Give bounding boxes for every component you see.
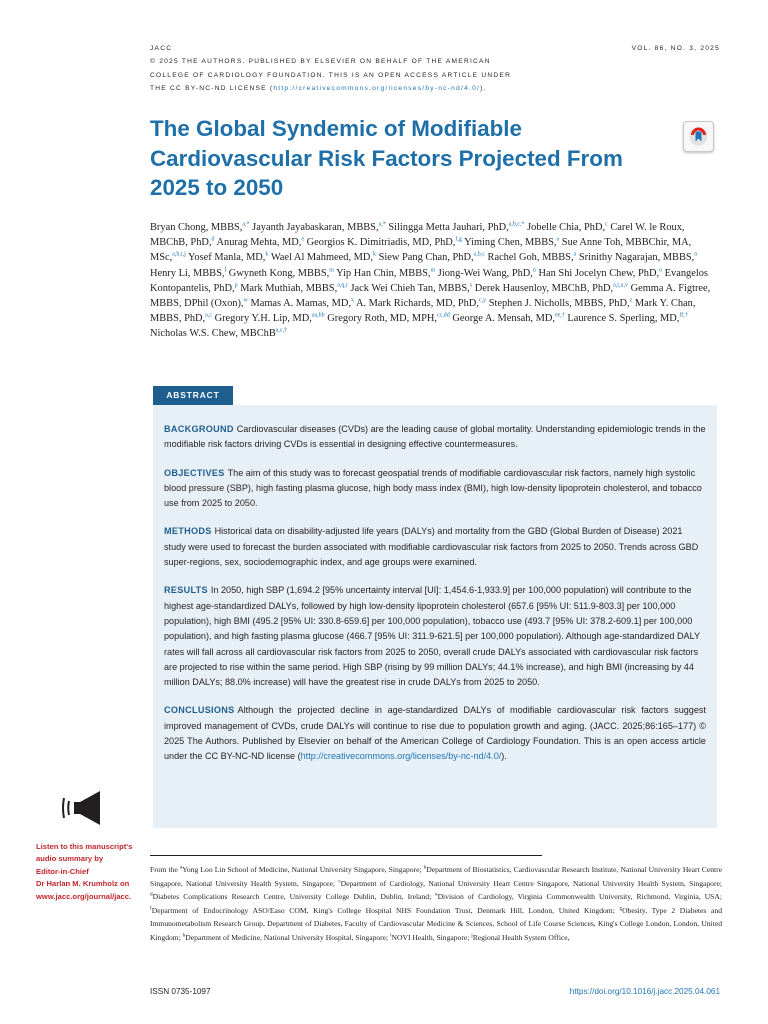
author-name: Anurag Mehta, MD, xyxy=(216,237,302,249)
journal-header xyxy=(150,42,720,96)
author-affiliation-marker: a,b,c,* xyxy=(508,221,525,228)
section-label: METHODS xyxy=(164,526,212,537)
author-affiliation-marker: w xyxy=(243,297,248,304)
author-affiliation-marker: a,c,† xyxy=(275,327,288,334)
author-name: Gwyneth Kong, MBBS, xyxy=(228,267,330,279)
author-name: Rachel Goh, MBBS, xyxy=(487,252,574,264)
author-name: Jiong-Wei Wang, PhD, xyxy=(437,267,533,279)
copyright-line-2: COLLEGE OF CARDIOLOGY FOUNDATION. THIS IS AN OPEN ACCESS ARTICLE UNDER xyxy=(150,71,512,79)
section-label: RESULTS xyxy=(164,585,208,596)
audio-summary-button[interactable] xyxy=(60,788,110,828)
author-name: Sue Anne Toh, MBBChir, MA, MSc, xyxy=(150,237,692,264)
speaker-audio-icon xyxy=(60,788,110,828)
license-prefix: THE CC BY-NC-ND LICENSE ( xyxy=(150,85,274,93)
journal-url[interactable]: www.jacc.org/journal/jacc. xyxy=(36,891,132,901)
crossmark-badge[interactable] xyxy=(683,121,714,152)
author-affiliation-marker: a,t,u,v xyxy=(613,282,628,289)
affiliation-text: Department of Medicine, National University Hospital, Singapore; xyxy=(185,932,391,942)
doi-link[interactable]: https://doi.org/10.1016/j.jacc.2025.04.061 xyxy=(569,987,720,996)
license-suffix: ). xyxy=(480,85,487,93)
abstract-conclusions xyxy=(164,703,706,764)
author-affiliation-marker: m xyxy=(329,267,334,274)
volume-info: VOL. 86, NO. 3, 2025 xyxy=(631,45,720,52)
author-affiliation-marker: f,g xyxy=(455,236,462,243)
affiliation-marker: a xyxy=(179,864,183,871)
affiliation-text: Regional Health System Office, xyxy=(472,932,570,942)
author-affiliation-marker: l xyxy=(224,267,227,274)
author-affiliation-marker: x xyxy=(350,297,354,304)
author-name: George A. Mensah, MD, xyxy=(452,313,555,325)
footnote-divider xyxy=(150,855,542,856)
author-name: Siew Pang Chan, PhD, xyxy=(378,252,474,264)
affiliation-text: Division of Cardiology, Virginia Commonwealth University, Richmond, Virginia, USA; xyxy=(437,892,722,902)
author-name: Mark Y. Chan, MBBS, PhD, xyxy=(150,298,696,325)
author-affiliation-marker: o xyxy=(659,267,663,274)
author-affiliation-marker: aa,bb xyxy=(311,312,325,319)
journal-name: JACC xyxy=(150,45,173,52)
author-affiliation-marker: a,b,c xyxy=(473,251,485,258)
note-line: Dr Harlan M. Krumholz on xyxy=(36,879,130,889)
author-name: Carel W. le Roux, MBChB, PhD, xyxy=(150,222,685,249)
section-label: CONCLUSIONS xyxy=(164,705,235,716)
audio-summary-note xyxy=(36,841,146,903)
section-tail: ). xyxy=(501,751,507,762)
section-text: Although the projected decline in age-standardized DALYs of modifiable cardiovascular risk factors suggest improved management of CVDs, crude DALYs will continue to rise due to population growth and aging. (JACC. 2025;86:165–177) © 2025 The Authors. Published by Elsevier on behalf of the American College of Cardiology Foundation. This is an open access article under the CC BY-NC-ND license ( xyxy=(164,705,706,762)
affiliation-marker: j xyxy=(471,932,473,939)
author-affiliation-marker: c,y xyxy=(478,297,487,304)
affiliation-text: Diabetes Complications Research Centre, University College Dublin, Dublin, Ireland; xyxy=(152,892,436,902)
author-affiliation-marker: s xyxy=(469,282,473,289)
affiliation-marker: i xyxy=(390,932,392,939)
author-name: Gregory Y.H. Lip, MD, xyxy=(214,313,312,325)
author-name: Silingga Metta Jauhari, PhD, xyxy=(388,222,509,233)
author-affiliation-marker: e xyxy=(301,236,305,243)
author-name: Laurence S. Sperling, MD, xyxy=(567,313,680,325)
author-name: Jobelle Chia, PhD, xyxy=(527,222,606,233)
abstract-tab: ABSTRACT xyxy=(153,386,233,405)
author-affiliation-marker: z xyxy=(629,297,633,304)
affiliation-marker: b xyxy=(423,864,427,871)
author-affiliation-marker: cc,dd xyxy=(436,312,450,319)
affiliation-text: Department of Biostatistics, Cardiovascular Research Institute, National University Heart Centre Singapore, National University Health System, Singapore; xyxy=(150,865,722,888)
affiliation-text: Department of Cardiology, National University Heart Centre Singapore, National University Health System, Singapore; xyxy=(340,878,722,888)
author-name: Henry Li, MBBS, xyxy=(150,267,225,279)
abstract-results xyxy=(164,583,706,690)
note-line: Editor-in-Chief xyxy=(36,866,89,876)
author-name: Srinithy Nagarajan, MBBS, xyxy=(578,252,695,264)
author-affiliation-marker: p xyxy=(234,282,238,289)
author-affiliation-marker: k xyxy=(373,251,377,258)
author-name: Mamas A. Mamas, MD, xyxy=(250,298,351,310)
author-name: Evangelos Kontopantelis, PhD, xyxy=(150,267,708,294)
affiliation-prefix: From the xyxy=(150,865,180,874)
author-name: Wael Al Mahmeed, MD, xyxy=(270,252,374,264)
author-affiliation-marker: c xyxy=(605,221,608,228)
author-name: Derek Hausenloy, MBChB, PhD, xyxy=(474,282,614,294)
abstract-box xyxy=(153,405,717,828)
article-title: The Global Syndemic of Modifiable Cardiovascular Risk Factors Projected From 2025 to 2050 xyxy=(150,116,623,200)
author-affiliation-marker: a,* xyxy=(242,221,250,228)
copyright-line-1: © 2025 THE AUTHORS. PUBLISHED BY ELSEVIER ON BEHALF OF THE AMERICAN xyxy=(150,58,491,66)
abstract-background xyxy=(164,422,706,453)
affiliation-text: Yong Loo Lin School of Medicine, National University Singapore, Singapore; xyxy=(182,865,424,874)
abstract-objectives xyxy=(164,466,706,512)
author-affiliation-marker: a xyxy=(556,236,560,243)
author-name: A. Mark Richards, MD, PhD, xyxy=(355,298,479,310)
affiliation-text: Obesity, Type 2 Diabetes and Immunometabolism Research Group, Department of Diabetes, Faculty of Cardiovascular Medicine & Sciences, School of Life Course Sciences, King's College London, London, United Kingdom; xyxy=(150,905,722,942)
author-affiliation-marker: m xyxy=(430,267,436,274)
author-name: Stephen J. Nicholls, MBBS, PhD, xyxy=(488,298,630,310)
crossmark-icon xyxy=(684,122,713,151)
author-affiliation-marker: a xyxy=(573,251,577,258)
issn: ISSN 0735-1097 xyxy=(150,987,211,996)
copyright-line-3 xyxy=(150,82,720,95)
author-name: Nicholas W.S. Chew, MBChB xyxy=(150,328,276,340)
affiliation-marker: g xyxy=(619,905,623,912)
affiliations-footnote xyxy=(150,863,722,945)
affiliation-marker: e xyxy=(435,891,438,898)
section-text: Cardiovascular diseases (CVDs) are the leading cause of global mortality. Understanding epidemiologic trends in the modifiable risk factors driving CVDs is essential in designing effective countermeasures. xyxy=(164,424,706,450)
affiliation-text: Department of Endocrinology ASO/Easo COM, King's College Hospital NHS Foundation Trust, Denmark Hill, London, United Kingdom; xyxy=(151,905,620,915)
abstract-license-link[interactable]: http://creativecommons.org/licenses/by-nc-nd/4.0/ xyxy=(300,751,502,762)
author-name: Mark Muthiah, MBBS, xyxy=(240,282,338,294)
author-affiliation-marker: d xyxy=(211,236,215,243)
author-name: Yip Han Chin, MBBS, xyxy=(336,267,431,279)
page-footer xyxy=(150,987,720,996)
author-name: Georgios K. Dimitriadis, MD, PhD, xyxy=(306,237,456,249)
section-label: BACKGROUND xyxy=(164,424,234,434)
section-text: Historical data on disability-adjusted life years (DALYs) and mortality from the GBD (Global Burden of Disease) 2021 study were used to forecast the burden associated with modifiable cardiovascular risk factors from 2025 to 2050. Trends across GBD super-regions, sex, sociodemographic index, and age groups were examined. xyxy=(164,526,699,568)
note-line: Listen to this manuscript's xyxy=(36,842,133,851)
section-text: The aim of this study was to forecast geospatial trends of modifiable cardiovascular risk factors, namely high systolic blood pressure (SBP), high fasting plasma glucose, high body mass index (BMI), high low-density lipoprotein cholesterol, and tobacco use from 2025 to 2050. xyxy=(164,467,702,509)
section-text: In 2050, high SBP (1,694.2 [95% uncertainty interval [UI]: 1,454.6-1,933.9] per 100,000 population) will contribute to the highest age-standardized DALYs, followed by high low-density lipoprotein cholesterol (657.6 [95% UI: 511.9-803.3] per 100,000 population), high BMI (495.2 [95% UI: 330.8-659.6] per 100,000 population), tobacco use (493.7 [95% UI: 378.2-609.1] per 100,000 population), and high fasting plasma glucose (466.7 [95% UI: 311.9-621.5] per 100,000 population). Although age-standardized DALY rates will fall across all cardiovascular risk factors from 2025 to 2050, overall crude DALYs associated with cardiovascular risk factors are projected to rise within the same period. High SBP (rising by 99 million DALYs; 44.1% increase), and high BMI (increasing by 44 million DALYs; 88.0% increase) will have the greatest rise in crude DALYs from 2025 to 2050. xyxy=(164,585,700,688)
affiliation-marker: d xyxy=(150,891,153,898)
affiliation-text: NOVI Health, Singapore; xyxy=(391,932,472,942)
author-name: Gregory Roth, MD, MPH, xyxy=(327,313,437,325)
author-affiliation-marker: n xyxy=(532,267,536,274)
author-name: Gemma A. Figtree, MBBS, DPhil (Oxon), xyxy=(150,282,711,310)
author-affiliation-marker: a,* xyxy=(378,221,386,228)
author-name: Jack Wei Chieh Tan, MBBS, xyxy=(350,282,470,294)
license-link[interactable]: http://creativecommons.org/licenses/by-nc-nd/4.0/ xyxy=(273,85,481,93)
author-affiliation-marker: a,h,i,j xyxy=(172,251,186,258)
section-label: OBJECTIVES xyxy=(164,467,225,478)
author-affiliation-marker: a,q,r xyxy=(337,282,348,289)
abstract-methods xyxy=(164,524,706,570)
note-line: audio summary by xyxy=(36,854,104,864)
author-affiliation-marker: ff,† xyxy=(679,312,688,319)
author-affiliation-marker: a,c xyxy=(205,312,212,319)
author-name: Jayanth Jayabaskaran, MBBS, xyxy=(252,222,379,233)
author-name: Bryan Chong, MBBS, xyxy=(150,222,243,233)
author-affiliation-marker: ee,† xyxy=(554,312,565,319)
author-affiliation-marker: k xyxy=(265,251,269,258)
author-list xyxy=(150,220,722,342)
affiliation-marker: f xyxy=(150,905,152,912)
affiliation-marker: h xyxy=(182,932,186,939)
affiliation-marker: c xyxy=(338,878,341,885)
author-name: Yiming Chen, MBBS, xyxy=(464,237,557,249)
author-affiliation-marker: a xyxy=(694,251,697,258)
author-name: Yosef Manla, MD, xyxy=(187,252,266,264)
author-name: Han Shi Jocelyn Chew, PhD, xyxy=(538,267,660,279)
